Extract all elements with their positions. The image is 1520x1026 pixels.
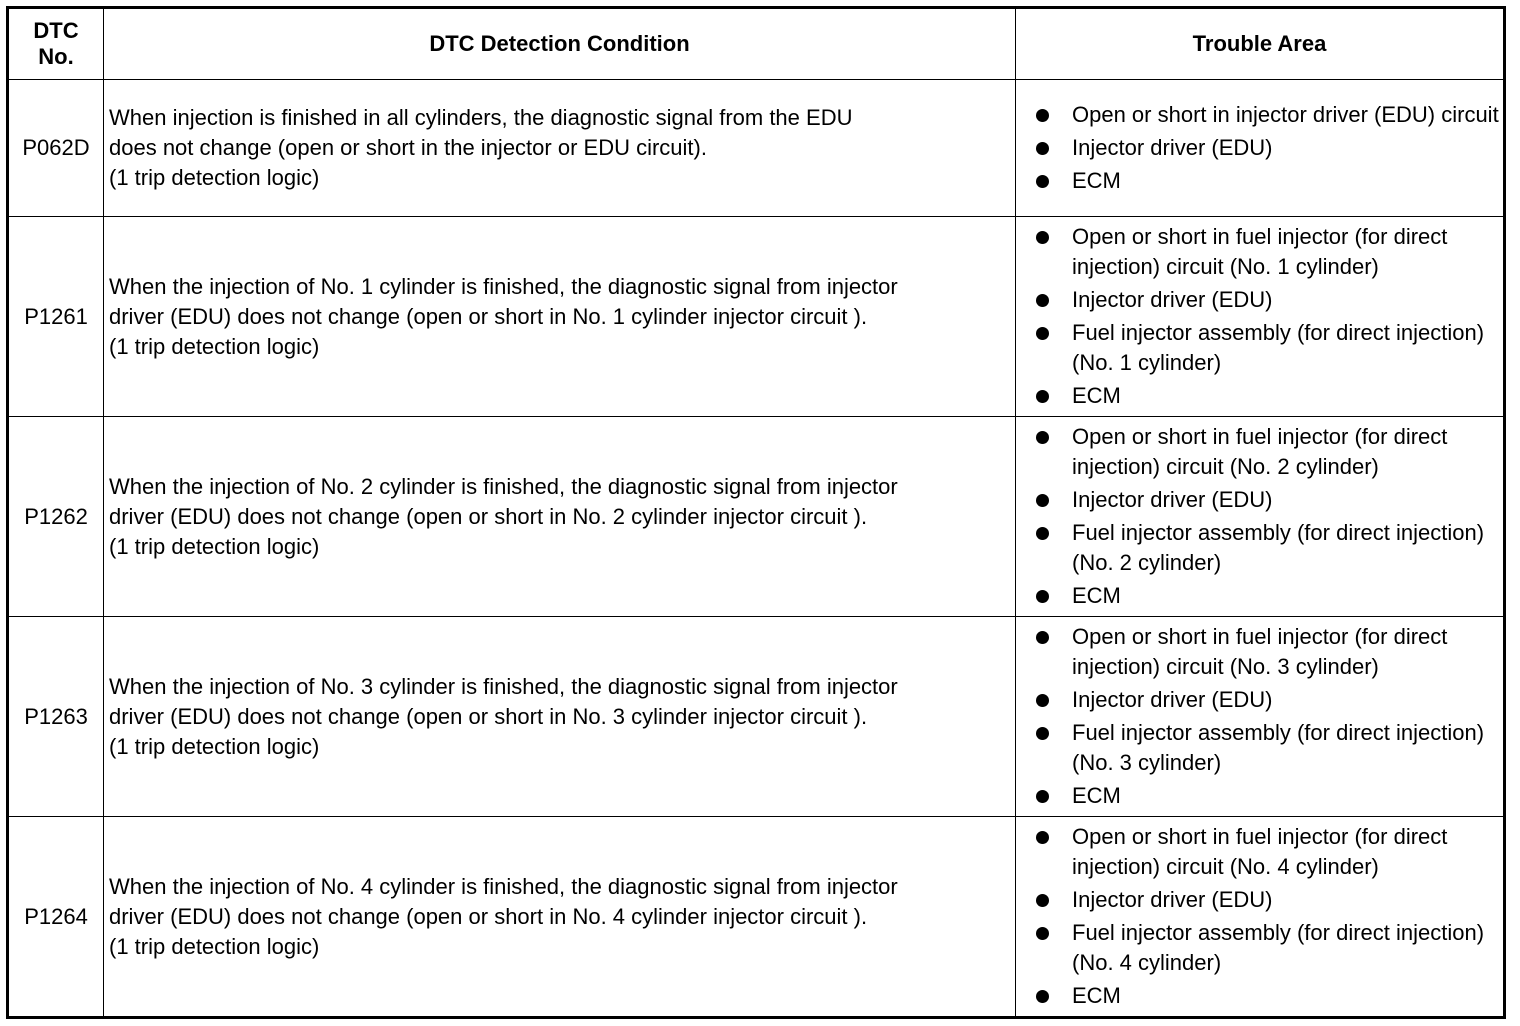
header-trouble-area: Trouble Area [1016, 8, 1505, 80]
condition-line: driver (EDU) does not change (open or short in No. 1 cylinder injector circuit ). [109, 303, 868, 329]
bullet-icon [1036, 894, 1049, 907]
trouble-area-list [1016, 100, 1503, 196]
trouble-area-item [1036, 518, 1499, 578]
trouble-area-item [1036, 781, 1499, 811]
table-row [8, 817, 1505, 1018]
dtc-code: P062D [8, 80, 104, 217]
trouble-area-item [1036, 422, 1499, 482]
trouble-area-text: Injector driver (EDU) [1072, 487, 1273, 512]
condition-line: does not change (open or short in the injector or EDU circuit). [109, 135, 707, 160]
trouble-area-text: Open or short in fuel injector (for direct injection) circuit (No. 1 cylinder) [1072, 224, 1448, 279]
bullet-icon [1036, 294, 1049, 307]
condition-line: driver (EDU) does not change (open or short in No. 4 cylinder injector circuit ). [109, 903, 868, 929]
trouble-area-item [1036, 166, 1499, 196]
trouble-area-text: Fuel injector assembly (for direct injection) (No. 3 cylinder) [1072, 720, 1485, 775]
trouble-area-list [1016, 422, 1503, 611]
condition-line: (1 trip detection logic) [109, 165, 320, 190]
trouble-area-list [1016, 222, 1503, 411]
trouble-area-item [1036, 485, 1499, 515]
condition-line: When the injection of No. 1 cylinder is finished, the diagnostic signal from injector [109, 273, 898, 299]
dtc-table [6, 6, 1506, 1019]
trouble-area-item [1036, 685, 1499, 715]
header-condition: DTC Detection Condition [104, 8, 1016, 80]
trouble-area-item [1036, 885, 1499, 915]
trouble-area-item [1036, 622, 1499, 682]
table-header [8, 8, 1505, 80]
trouble-area-text: ECM [1072, 783, 1121, 808]
bullet-icon [1036, 109, 1049, 122]
condition-line: When the injection of No. 4 cylinder is finished, the diagnostic signal from injector [109, 873, 898, 899]
bullet-icon [1036, 431, 1049, 444]
bullet-icon [1036, 631, 1049, 644]
trouble-area-text: Open or short in fuel injector (for direct injection) circuit (No. 2 cylinder) [1072, 424, 1448, 479]
trouble-area-item [1036, 581, 1499, 611]
trouble-area-text: Injector driver (EDU) [1072, 287, 1273, 312]
trouble-area-text: ECM [1072, 168, 1121, 193]
trouble-area-item [1036, 822, 1499, 882]
bullet-icon [1036, 790, 1049, 803]
bullet-icon [1036, 590, 1049, 603]
condition-line: driver (EDU) does not change (open or short in No. 3 cylinder injector circuit ). [109, 703, 868, 729]
trouble-area-text: ECM [1072, 383, 1121, 408]
header-dtc-no-line1: DTC [33, 18, 79, 43]
dtc-code: P1261 [8, 217, 104, 417]
condition-line: When the injection of No. 2 cylinder is finished, the diagnostic signal from injector [109, 473, 898, 499]
trouble-area-text: Fuel injector assembly (for direct injection) (No. 2 cylinder) [1072, 520, 1485, 575]
header-dtc-no-line2: No. [38, 44, 74, 69]
bullet-icon [1036, 494, 1049, 507]
condition-line: When the injection of No. 3 cylinder is finished, the diagnostic signal from injector [109, 673, 898, 699]
dtc-code: P1264 [8, 817, 104, 1018]
trouble-area-item [1036, 981, 1499, 1011]
trouble-area [1016, 417, 1505, 617]
trouble-area-item [1036, 718, 1499, 778]
detection-condition [104, 217, 1016, 417]
bullet-icon [1036, 527, 1049, 540]
detection-condition [104, 617, 1016, 817]
bullet-icon [1036, 727, 1049, 740]
bullet-icon [1036, 142, 1049, 155]
bullet-icon [1036, 231, 1049, 244]
trouble-area-item [1036, 222, 1499, 282]
bullet-icon [1036, 694, 1049, 707]
trouble-area-list [1016, 822, 1503, 1011]
table-body [8, 80, 1505, 1018]
bullet-icon [1036, 390, 1049, 403]
condition-line: (1 trip detection logic) [109, 533, 320, 559]
trouble-area [1016, 617, 1505, 817]
trouble-area-text: Fuel injector assembly (for direct injection) (No. 1 cylinder) [1072, 320, 1485, 375]
bullet-icon [1036, 831, 1049, 844]
trouble-area-text: Fuel injector assembly (for direct injection) (No. 4 cylinder) [1072, 920, 1485, 975]
bullet-icon [1036, 990, 1049, 1003]
condition-line: When injection is finished in all cylinders, the diagnostic signal from the EDU [109, 105, 853, 130]
trouble-area-text: ECM [1072, 983, 1121, 1008]
header-dtc-no [8, 8, 104, 80]
condition-line: driver (EDU) does not change (open or short in No. 2 cylinder injector circuit ). [109, 503, 868, 529]
dtc-code: P1262 [8, 417, 104, 617]
trouble-area-text: Injector driver (EDU) [1072, 135, 1273, 160]
trouble-area-item [1036, 285, 1499, 315]
table-row [8, 417, 1505, 617]
trouble-area [1016, 817, 1505, 1018]
bullet-icon [1036, 927, 1049, 940]
condition-line: (1 trip detection logic) [109, 933, 320, 959]
trouble-area-text: Injector driver (EDU) [1072, 887, 1273, 912]
trouble-area-text: Injector driver (EDU) [1072, 687, 1273, 712]
detection-condition [104, 817, 1016, 1018]
trouble-area-item [1036, 318, 1499, 378]
table-row [8, 80, 1505, 217]
trouble-area-item [1036, 918, 1499, 978]
trouble-area-text: Open or short in fuel injector (for direct injection) circuit (No. 4 cylinder) [1072, 824, 1448, 879]
dtc-code: P1263 [8, 617, 104, 817]
condition-line: (1 trip detection logic) [109, 333, 320, 359]
trouble-area [1016, 217, 1505, 417]
trouble-area-item [1036, 100, 1499, 130]
header-row [8, 8, 1505, 80]
bullet-icon [1036, 175, 1049, 188]
table-row [8, 617, 1505, 817]
trouble-area [1016, 80, 1505, 217]
bullet-icon [1036, 327, 1049, 340]
detection-condition [104, 417, 1016, 617]
trouble-area-list [1016, 622, 1503, 811]
table-row [8, 217, 1505, 417]
trouble-area-text: Open or short in fuel injector (for direct injection) circuit (No. 3 cylinder) [1072, 624, 1448, 679]
trouble-area-item [1036, 133, 1499, 163]
trouble-area-item [1036, 381, 1499, 411]
detection-condition [104, 80, 1016, 217]
trouble-area-text: ECM [1072, 583, 1121, 608]
trouble-area-text: Open or short in injector driver (EDU) circuit [1072, 102, 1499, 127]
condition-line: (1 trip detection logic) [109, 733, 320, 759]
